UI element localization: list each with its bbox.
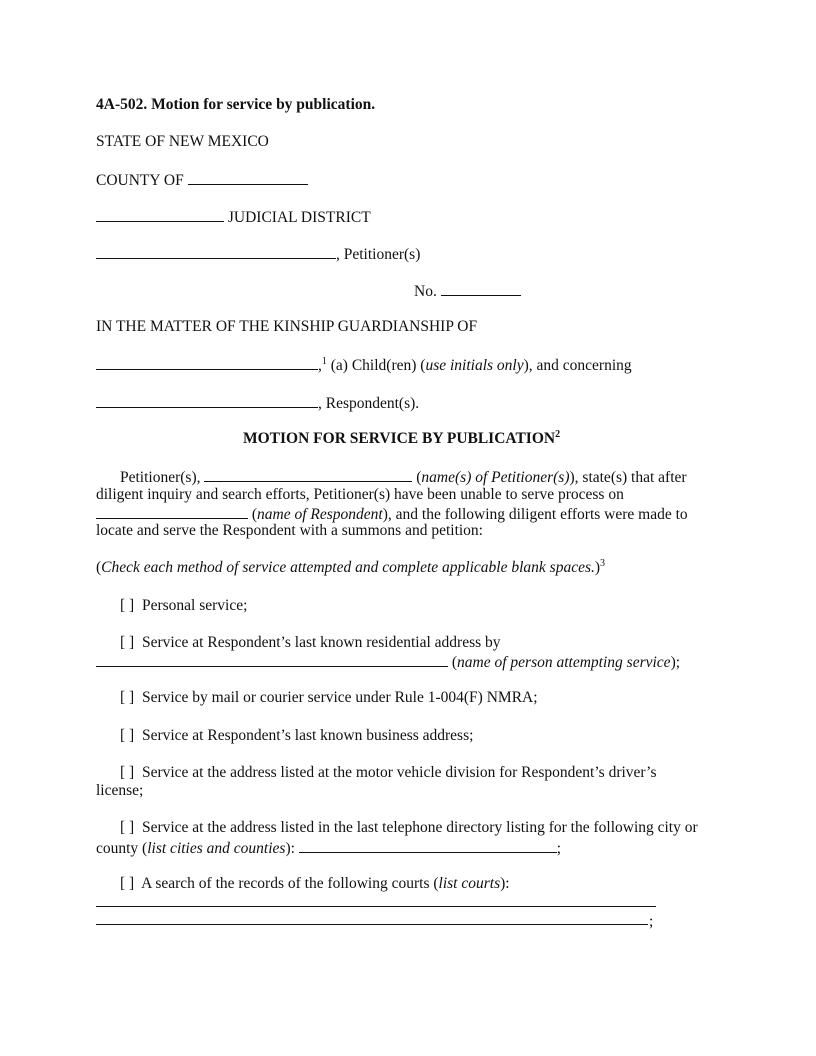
option-residential-label: Service at Respondent’s last known residential address by bbox=[141, 634, 501, 651]
petitioner-names-blank[interactable] bbox=[204, 467, 412, 482]
option-mail-label: Service by mail or courier service under Rule 1-004(F) NMRA; bbox=[141, 689, 538, 706]
footnote-3: 3 bbox=[600, 557, 606, 569]
motion-heading bbox=[243, 430, 560, 448]
cities-note: list cities and counties bbox=[147, 840, 286, 857]
child-comma: , bbox=[318, 357, 322, 374]
respondent-name-note: name of Respondent bbox=[257, 506, 383, 523]
option-personal bbox=[120, 597, 247, 615]
checkbox-mail[interactable]: [ ] bbox=[120, 689, 135, 706]
respondent-name-blank[interactable] bbox=[96, 504, 248, 519]
case-number-line bbox=[414, 281, 521, 301]
checkbox-phone[interactable]: [ ] bbox=[120, 819, 135, 836]
server-name-note: name of person attempting service bbox=[457, 654, 671, 671]
petitioner-names-note: name(s) of Petitioner(s) bbox=[421, 469, 570, 486]
petitioner-intro: Petitioner(s), bbox=[120, 469, 201, 486]
paragraph-line-3: (name of Respondent), and the following diligent efforts were made to bbox=[96, 504, 688, 524]
option-mvd bbox=[120, 764, 657, 782]
child-blank[interactable] bbox=[96, 355, 318, 370]
district-blank[interactable] bbox=[96, 207, 224, 222]
checkbox-business[interactable]: [ ] bbox=[120, 727, 135, 744]
option-mail bbox=[120, 689, 538, 707]
option-mvd-label: Service at the address listed at the motor vehicle division for Respondent’s driver’s bbox=[141, 764, 657, 781]
option-courts-end: ): bbox=[500, 875, 510, 892]
footnote-1: 1 bbox=[321, 355, 327, 367]
checkbox-mvd[interactable]: [ ] bbox=[120, 764, 135, 781]
child-initials-note: use initials only bbox=[425, 357, 524, 374]
option-phone-county: county ( bbox=[96, 840, 148, 857]
checkbox-personal[interactable]: [ ] bbox=[120, 597, 135, 614]
paragraph-line-1: Petitioner(s), (name(s) of Petitioner(s)), state(s) that after bbox=[120, 469, 687, 486]
paragraph-line-2: diligent inquiry and search efforts, Petitioner(s) have been unable to serve process on bbox=[96, 486, 624, 503]
respondent-label: , Respondent(s). bbox=[318, 395, 420, 412]
courts-semicolon: ; bbox=[649, 913, 654, 930]
phone-semicolon: ; bbox=[556, 840, 562, 857]
option-phone-line-2-end: ): bbox=[285, 840, 295, 857]
option-courts bbox=[120, 875, 510, 893]
case-number-label: No. bbox=[414, 283, 437, 300]
page-title: 4A-502. Motion for service by publication. bbox=[96, 96, 376, 113]
option-residential-end: ); bbox=[670, 654, 681, 671]
paragraph-line-3-end: ), and the following diligent efforts were made to bbox=[382, 506, 688, 523]
district-line bbox=[96, 207, 371, 227]
option-personal-label: Personal service; bbox=[141, 597, 248, 614]
petitioner-blank[interactable] bbox=[96, 244, 336, 259]
courts-note: list courts bbox=[438, 875, 501, 892]
child-label: (a) Child(ren) ( bbox=[326, 357, 426, 374]
state-line: STATE OF NEW MEXICO bbox=[96, 133, 269, 150]
motion-heading-text: MOTION FOR SERVICE BY PUBLICATION bbox=[243, 430, 556, 447]
county-label: COUNTY OF bbox=[96, 172, 184, 189]
server-name-blank[interactable] bbox=[96, 652, 448, 667]
option-phone bbox=[120, 819, 698, 837]
option-phone-label: Service at the address listed in the last telephone directory listing for the following city or bbox=[141, 819, 698, 836]
district-label: JUDICIAL DISTRICT bbox=[227, 209, 371, 226]
matter-line: IN THE MATTER OF THE KINSHIP GUARDIANSHIP OF bbox=[96, 318, 478, 335]
instruction-line: (Check each method of service attempted and complete applicable blank spaces.)$^3$ bbox=[96, 557, 606, 576]
petitioner-label: , Petitioner(s) bbox=[336, 246, 421, 263]
option-residential bbox=[120, 634, 501, 652]
petitioner-line bbox=[96, 244, 420, 264]
option-phone-line-2 bbox=[96, 838, 561, 858]
paragraph-line-4: locate and serve the Respondent with a summons and petition: bbox=[96, 522, 483, 539]
child-concerning: ), and concerning bbox=[523, 357, 632, 374]
courts-blank-2[interactable] bbox=[96, 924, 648, 925]
respondent-line bbox=[96, 393, 419, 413]
child-line bbox=[96, 355, 632, 375]
case-number-blank[interactable] bbox=[441, 281, 521, 296]
option-mvd-line-2: license; bbox=[96, 782, 144, 799]
instruction-text: Check each method of service attempted and complete applicable blank spaces. bbox=[101, 559, 595, 576]
option-courts-label: A search of the records of the following courts ( bbox=[141, 875, 439, 892]
option-business bbox=[120, 727, 473, 745]
footnote-2: 2 bbox=[555, 428, 561, 440]
paragraph-line-1-end: ), state(s) that after bbox=[569, 469, 687, 486]
option-business-label: Service at Respondent’s last known business address; bbox=[141, 727, 474, 744]
cities-blank[interactable] bbox=[299, 838, 557, 853]
checkbox-residential[interactable]: [ ] bbox=[120, 634, 135, 651]
checkbox-courts[interactable]: [ ] bbox=[120, 875, 135, 892]
county-blank[interactable] bbox=[188, 170, 308, 185]
county-line bbox=[96, 170, 308, 190]
courts-blank-1[interactable] bbox=[96, 906, 656, 907]
option-residential-line-2: (name of person attempting service); bbox=[96, 652, 680, 672]
respondent-blank[interactable] bbox=[96, 393, 318, 408]
